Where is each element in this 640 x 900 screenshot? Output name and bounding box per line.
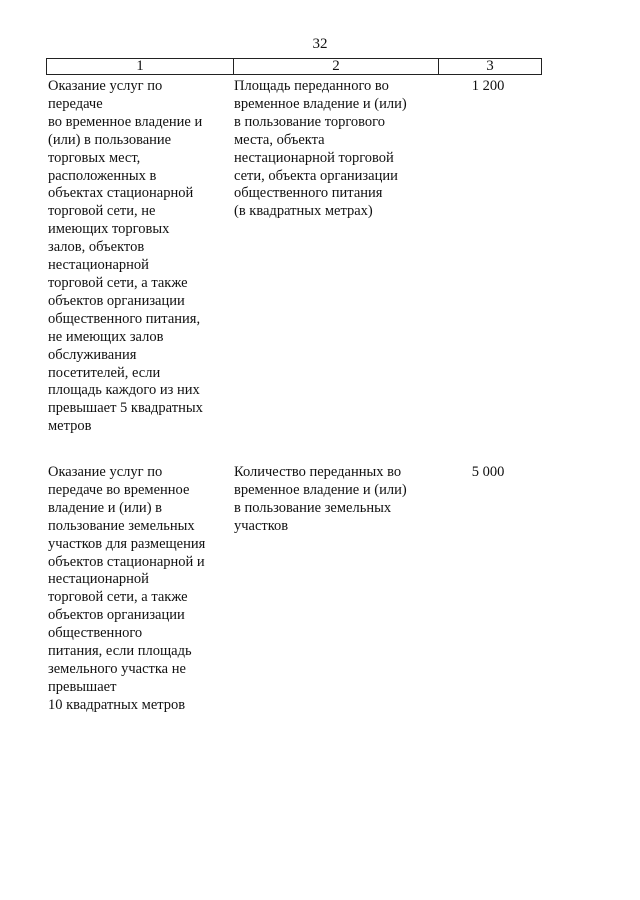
text-line: посетителей, если [48,364,161,381]
text-line: владение и (или) в [48,499,162,516]
text-line: торговой сети, а также [48,589,188,606]
text-line: общественного питания, [48,310,201,327]
row-2-service-description [48,464,230,715]
text-line: превышает 5 квадратных [48,400,203,417]
text-line: торговых мест, [48,149,141,166]
text-line: имеющих торговых [48,221,170,238]
text-line: метров [48,418,92,435]
header-col-1: 1 [47,59,234,74]
text-line: торговой сети, не [48,203,156,220]
text-line: питания, если площадь [48,643,192,660]
text-line: участков [234,517,289,534]
table-header-row [46,58,542,75]
text-line: земельного участка не [48,660,186,677]
text-line: (или) в пользование [48,131,172,148]
text-line: не имеющих залов [48,328,164,345]
text-line: Площадь переданного во [234,78,389,94]
text-line: общественного [48,625,143,642]
text-line: превышает [48,678,117,695]
text-line: общественного питания [234,185,383,202]
text-line: нестационарной [48,571,149,588]
text-line: временное владение и (или) [234,95,407,112]
text-line: залов, объектов [48,239,145,256]
text-line: Оказание услуг по [48,464,163,480]
text-line: места, объекта [234,131,325,148]
text-line: объектов стационарной и [48,553,205,570]
row-2-physical-indicator [234,464,440,536]
text-line: объектах стационарной [48,185,194,202]
text-line: Оказание услуг по [48,78,163,94]
text-line: Количество переданных во [234,464,402,480]
row-2-base-yield: 5 000 [471,464,505,480]
text-line: участков для размещения [48,535,206,552]
text-line: временное владение и (или) [234,481,407,498]
text-line: расположенных в [48,167,157,184]
header-col-2: 2 [234,59,439,74]
text-line: площадь каждого из них [48,382,200,399]
text-line: объектов организации [48,292,185,309]
header-col-3: 3 [486,58,494,74]
text-line: в пользование торгового [234,113,386,130]
text-line: торговой сети, а также [48,274,188,291]
text-line: объектов организации [48,607,185,624]
text-line: пользование земельных [48,517,195,534]
text-line: передаче во временное [48,481,190,498]
row-1-service-description [48,78,230,436]
text-line: нестационарной торговой [234,149,394,166]
text-line: (в квадратных метрах) [234,203,373,220]
text-line: в пользование земельных [234,499,392,516]
text-line: 10 квадратных метров [48,696,186,713]
row-1-base-yield: 1 200 [471,78,505,94]
text-line: во временное владение и [48,113,203,130]
page-number: 32 [312,36,328,52]
text-line: обслуживания [48,346,137,363]
row-1-physical-indicator [234,78,440,221]
text-line: передаче [48,95,103,112]
text-line: сети, объекта организации [234,167,398,184]
text-line: нестационарной [48,257,149,274]
